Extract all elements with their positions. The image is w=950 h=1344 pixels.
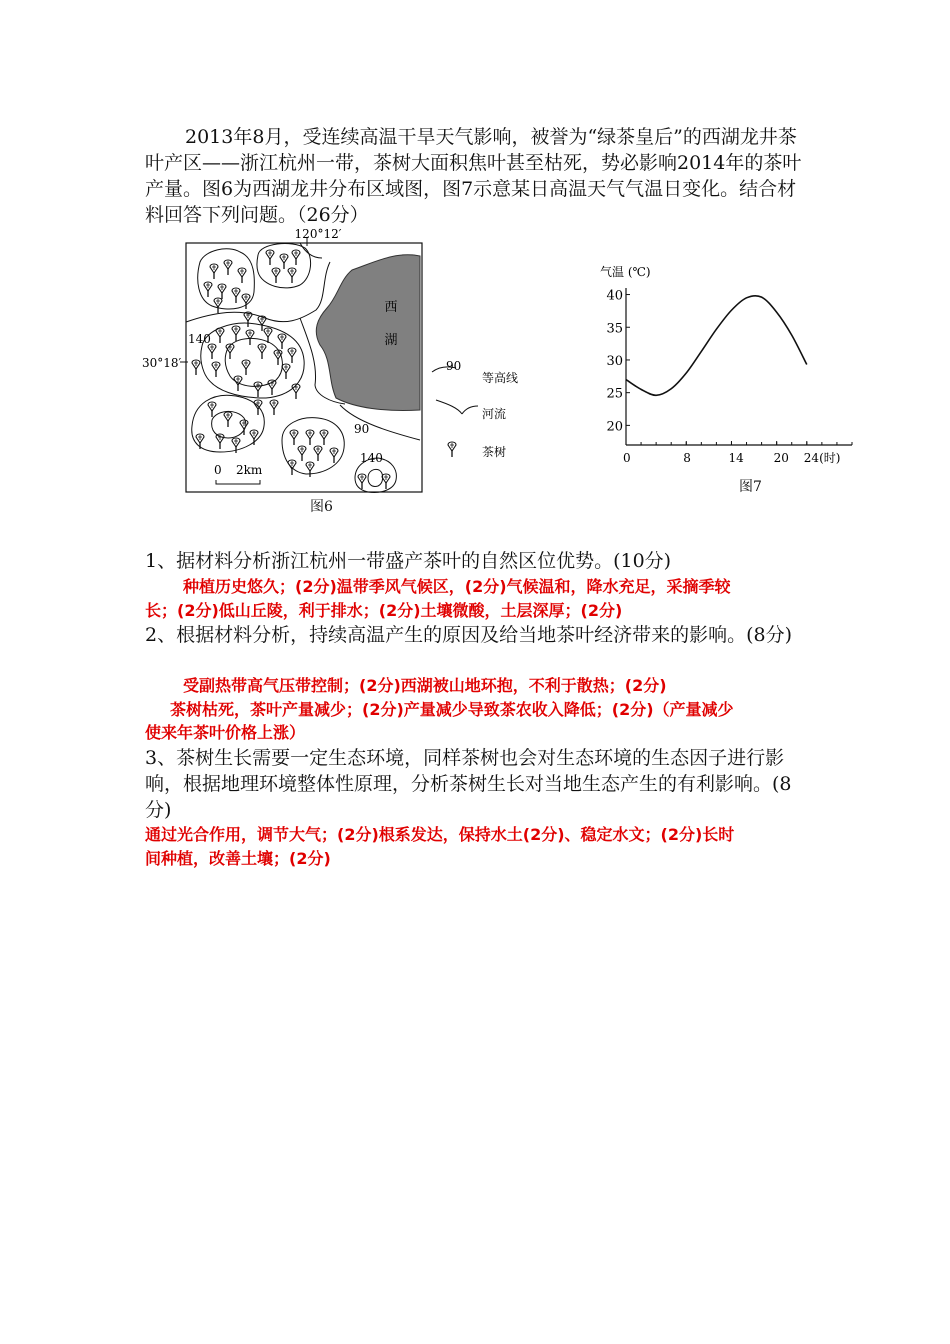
contour-label-90: 90 — [354, 422, 370, 436]
figure-6-map — [130, 222, 550, 522]
x-tick-label: 14 — [728, 451, 744, 465]
answer-3-line-2: 间种植，改善土壤；(2分) — [145, 849, 331, 868]
longitude-label: 120°12′ — [294, 227, 342, 241]
contour-label-140: 140 — [360, 451, 383, 465]
x-tick-label: 24(时) — [803, 451, 841, 465]
contour-line — [198, 249, 255, 309]
y-tick-label: 35 — [606, 321, 623, 337]
legend-contour-label: 等高线 — [482, 371, 519, 385]
x-tick-label: 20 — [773, 451, 789, 465]
legend-tea-label: 茶树 — [482, 445, 507, 459]
answer-1-line-2: 长；(2分)低山丘陵，利于排水；(2分)土壤微酸，土层深厚；(2分) — [145, 601, 623, 620]
y-tick-label: 25 — [606, 386, 623, 402]
question-1: 1、据材料分析浙江杭州一带盛产茶叶的自然区位优势。(10分) — [145, 550, 672, 572]
y-tick-label: 20 — [606, 419, 623, 435]
answer-2-line-1: 受副热带高气压带控制；(2分)西湖被山地环抱，不利于散热；(2分) — [183, 676, 667, 695]
temperature-series-line — [626, 296, 807, 396]
lake-label-2: 湖 — [384, 333, 398, 348]
scale-km: 2km — [236, 463, 263, 477]
scale-bar — [216, 480, 260, 484]
answer-2-line-2: 茶树枯死，茶叶产量减少；(2分)产量减少导致茶农收入降低；(2分)（产量减少 — [170, 700, 734, 719]
latitude-label: 30°18′ — [142, 356, 182, 370]
figure-7-caption: 图7 — [739, 479, 762, 495]
x-tick-label: 8 — [683, 451, 691, 465]
west-lake — [316, 255, 420, 411]
map-legend — [432, 359, 518, 459]
lake-label-1: 西 — [384, 300, 398, 315]
question-2: 2、根据材料分析，持续高温产生的原因及给当地茶叶经济带来的影响。(8分) — [145, 624, 793, 646]
legend-contour-value: 90 — [446, 359, 462, 373]
answer-3-line-1: 通过光合作用，调节大气；(2分)根系发达，保持水土(2分)、稳定水文；(2分)长时 — [145, 825, 735, 844]
contour-label-140: 140 — [188, 332, 211, 346]
x-tick-label: 0 — [623, 451, 631, 465]
river-line — [300, 243, 322, 258]
y-tick-label: 40 — [606, 288, 623, 304]
legend-river-label: 河流 — [482, 407, 507, 421]
figure-7-chart — [590, 258, 860, 468]
answer-1-line-1: 种植历史悠久；(2分)温带季风气候区，(2分)气候温和，降水充足，采摘季较 — [183, 577, 731, 596]
scale-zero: 0 — [214, 463, 222, 477]
answer-2-line-3: 使来年茶叶价格上涨） — [145, 723, 306, 742]
question-3: 3、茶树生长需要一定生态环境，同样茶树也会对生态环境的生态因子进行影响，根据地理环境整体性原理，分析茶树生长对当地生态产生的有利影响。(8分) — [145, 747, 792, 821]
figure-6-caption: 图6 — [310, 499, 333, 515]
y-tick-label: 30 — [606, 353, 623, 369]
contour-line — [368, 469, 383, 486]
intro-paragraph: 2013年8月，受连续高温干旱天气影响，被誉为“绿茶皇后”的西湖龙井茶叶产区——浙江杭州一带，茶树大面积焦叶甚至枯死，势必影响2014年的茶叶产量。图6为西湖龙井分布区域图，图7示意某日高温天气气温日变化。结合材料回答下列问题。（26分） — [145, 126, 802, 226]
y-axis-label: 气温 (℃) — [600, 265, 651, 279]
